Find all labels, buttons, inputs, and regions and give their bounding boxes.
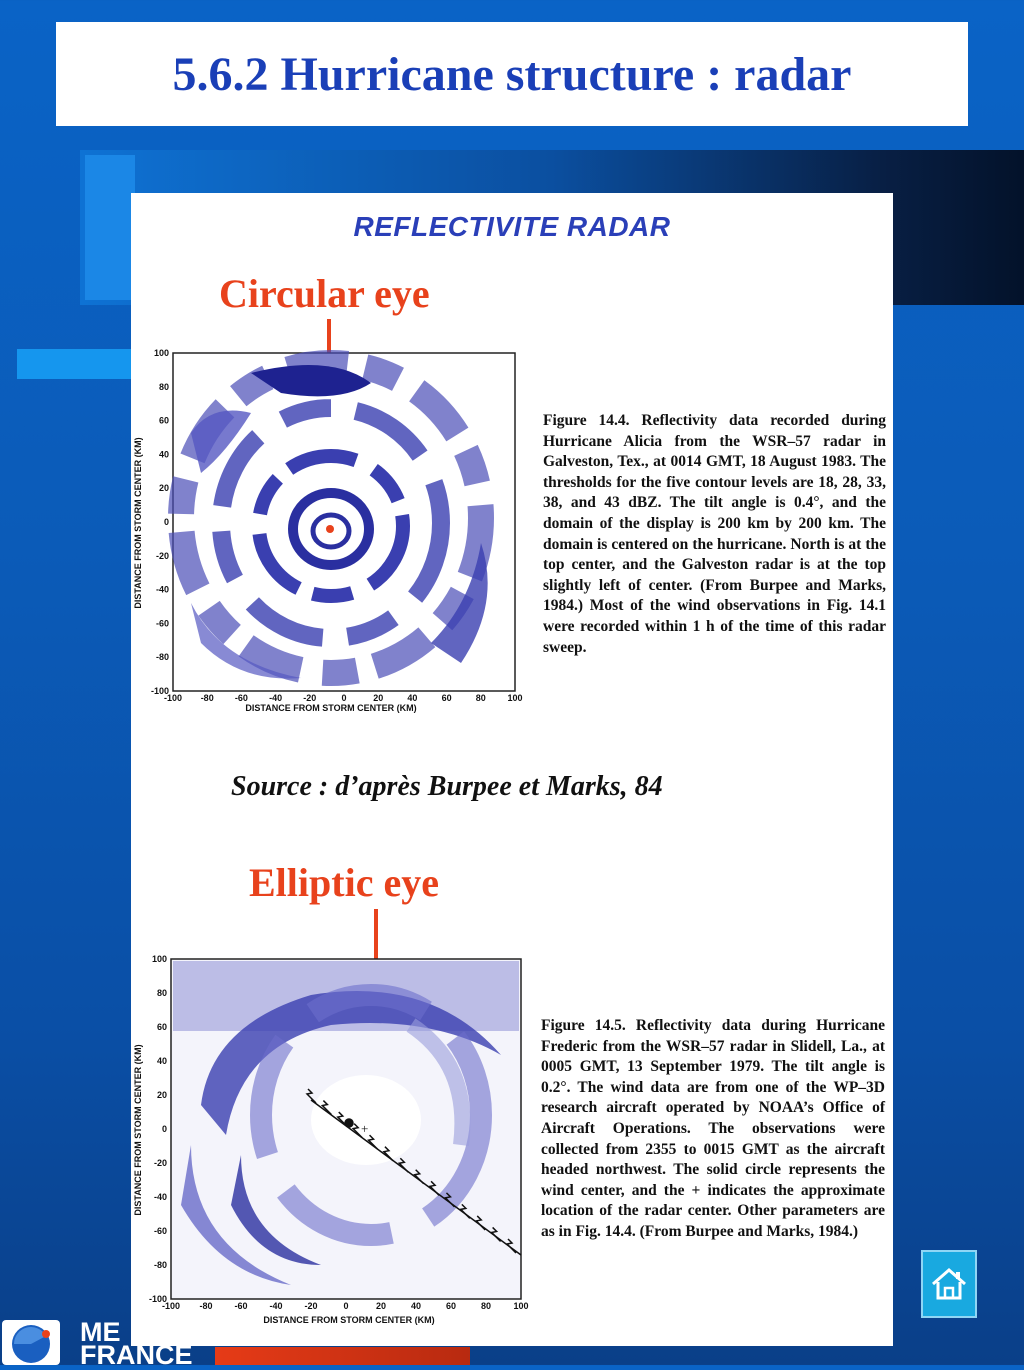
figure1-xtick: -60 — [234, 693, 248, 703]
home-icon — [929, 1264, 969, 1304]
figure2-radar-plot — [131, 945, 531, 1330]
home-button[interactable] — [921, 1250, 977, 1318]
figure2-xlabel: DISTANCE FROM STORM CENTER (KM) — [263, 1315, 435, 1325]
figure2-reflectivity — [171, 959, 521, 1299]
figure1-xtick: 80 — [475, 693, 486, 703]
figure2-xtick: -20 — [304, 1301, 318, 1311]
figure2-ytick: 60 — [156, 1022, 167, 1032]
figure1-ytick: 100 — [153, 348, 169, 358]
figure1-ytick: 60 — [158, 415, 169, 426]
circular-eye-marker — [326, 525, 334, 533]
figure2-ylabel: DISTANCE FROM STORM CENTER (KM) — [133, 1044, 143, 1216]
figure1-reflectivity — [173, 353, 515, 691]
figure2-ytick: -60 — [153, 1226, 167, 1236]
figure2-xtick: 100 — [513, 1301, 529, 1311]
figure2-xtick: -40 — [269, 1301, 283, 1311]
figure1-ytick: -80 — [155, 652, 169, 663]
figure1-xlabel: DISTANCE FROM STORM CENTER (KM) — [245, 703, 417, 713]
figure2-caption: Figure 14.5. Reflectivity data during Hurricane Frederic from the WSR–57 radar in Slidell, La., at 0005 GMT, 13 September 1979. The tilt angle is 0.2°. The wind data are from one of the WP–3D research aircraft operated by NOAA’s Office of Aircraft Operations. The observations were collected from 2355 to 0015 GMT as the aircraft headed northwest. The solid circle represents the wind center, and the + indicates the approximate location of the radar center. Other parameters are as in Fig. 14.4. (From Burpee and Marks, 1984.) — [541, 1017, 885, 1240]
figure1-xtick: -80 — [200, 693, 214, 703]
footer-red-bar — [215, 1347, 470, 1365]
figure2-ytick: 40 — [156, 1056, 167, 1066]
figure2-ytick: -40 — [153, 1192, 167, 1202]
background-band-accent — [85, 155, 135, 300]
figure2-xtick: 20 — [375, 1301, 387, 1311]
figure1-ytick: -40 — [155, 584, 169, 595]
figure2-ytick: -80 — [153, 1260, 167, 1270]
logo-text-line1: ME — [80, 1317, 121, 1347]
figure2-xtick: 60 — [445, 1301, 457, 1311]
figure1-ytick: -100 — [150, 686, 169, 696]
figure1-xtick: 20 — [373, 693, 384, 703]
figure1-xtick: -40 — [269, 693, 283, 703]
figure1-ytick: 80 — [158, 381, 169, 392]
panel-heading: REFLECTIVITE RADAR — [353, 211, 671, 242]
figure1-xtick: 100 — [507, 693, 523, 703]
figure2-ytick: -20 — [153, 1158, 167, 1168]
figure2-ytick: 20 — [156, 1090, 167, 1100]
figure2-ytick: 0 — [161, 1124, 167, 1134]
figure1-ylabel: DISTANCE FROM STORM CENTER (KM) — [133, 437, 143, 609]
figure1-ytick: 40 — [158, 449, 169, 460]
figure1-radar-plot — [131, 343, 531, 723]
background-stripe — [17, 349, 132, 379]
figure1-ytick: -60 — [155, 618, 169, 629]
figure1-caption: Figure 14.4. Reflectivity data recorded during Hurricane Alicia from the WSR–57 radar in Galveston, Tex., at 0014 GMT, 18 August 1983. The thresholds for the five contour levels are 18, 28, 33, 38, and 43 dBZ. The tilt angle is 0.4°, and the domain of the display is 200 km by 200 km. The domain is centered on the hurricane. North is at the top center, and the Galveston radar is at the top slightly left of center. (From Burpee and Marks, 1984.) Most of the wind observations in Fig. 14.1 were recorded within 1 h of the time of this radar sweep. — [543, 412, 886, 656]
figure2-xtick: 40 — [410, 1301, 422, 1311]
figure2-xtick: -100 — [161, 1301, 181, 1311]
figure1-xtick: -100 — [163, 693, 183, 703]
figure1-xtick: 40 — [407, 693, 418, 703]
figure1-ytick: 0 — [163, 517, 169, 527]
logo-text-line2: FRANCE — [80, 1340, 193, 1370]
figure1-ytick: -20 — [155, 550, 169, 561]
figure1-xtick: -20 — [303, 693, 317, 703]
figure1-xtick: 0 — [341, 693, 347, 703]
title-box — [56, 22, 968, 126]
figure2-xtick: -60 — [234, 1301, 248, 1311]
figure2-xtick: -80 — [199, 1301, 213, 1311]
source-citation: Source : d’après Burpee et Marks, 84 — [231, 771, 663, 802]
figure2-ytick: 100 — [151, 954, 167, 964]
figure2-ytick: -100 — [148, 1294, 167, 1304]
circular-eye-label: Circular eye — [219, 271, 430, 316]
radar-center-plus: + — [361, 1121, 369, 1136]
figure2-ytick: 80 — [156, 988, 167, 998]
slide-title: 5.6.2 Hurricane structure : radar — [172, 47, 852, 101]
figure1-ytick: 20 — [158, 483, 169, 494]
logo-emblem — [2, 1320, 60, 1365]
content-panel — [131, 193, 893, 1346]
elliptic-eye-label: Elliptic eye — [249, 860, 439, 905]
figure2-xtick: 0 — [343, 1301, 349, 1311]
figure2-xtick: 80 — [480, 1301, 492, 1311]
figure1-xtick: 60 — [441, 693, 452, 703]
